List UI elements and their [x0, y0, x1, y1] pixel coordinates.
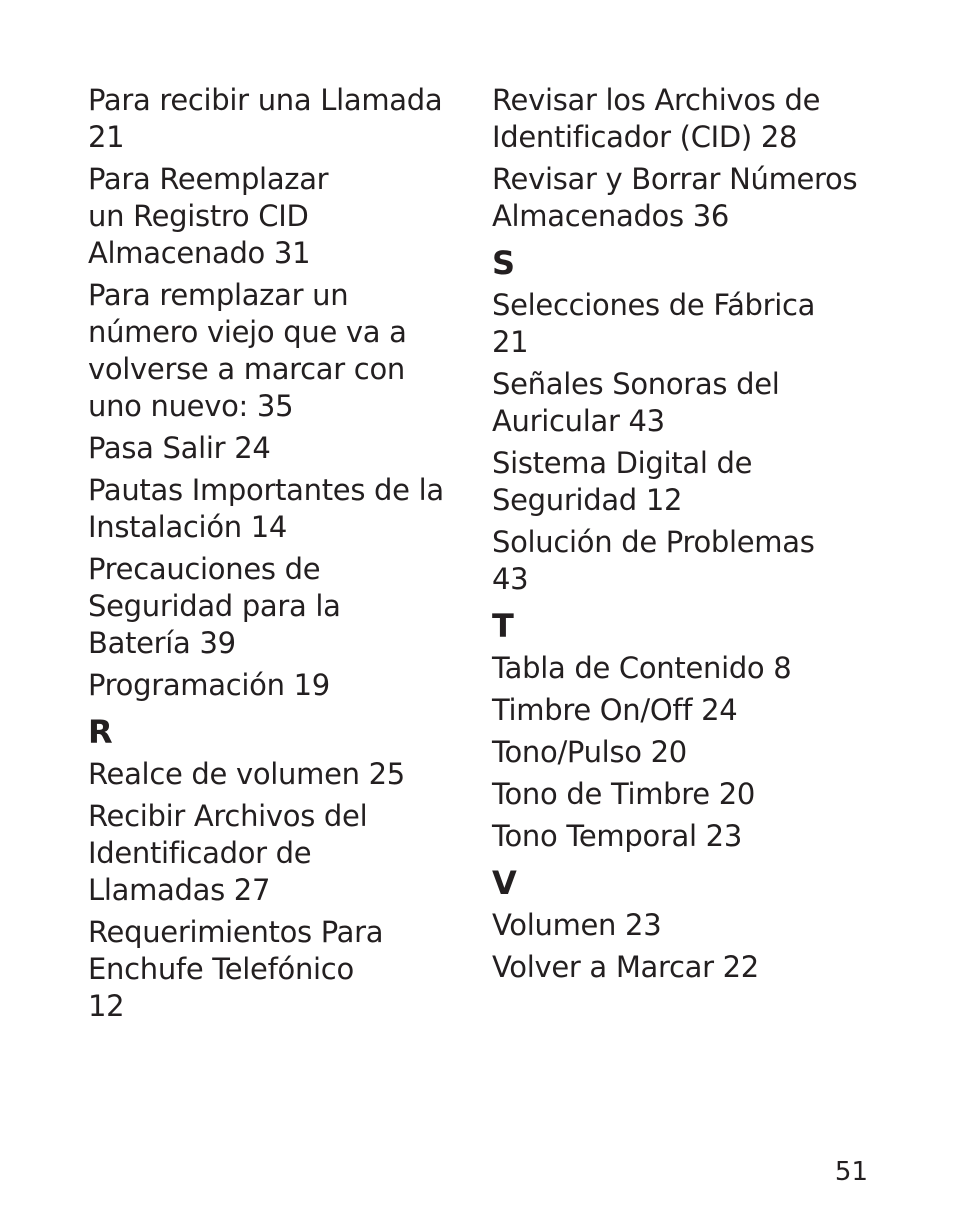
- index-entry-line: Enchufe Telefónico: [88, 952, 354, 986]
- index-entry-line: 21: [492, 325, 529, 359]
- index-entry-line: Selecciones de Fábrica: [492, 288, 816, 322]
- index-entry-line: 43: [492, 562, 529, 596]
- index-entry: [492, 949, 912, 986]
- index-entry-line: Almacenado 31: [88, 236, 311, 270]
- index-entry-line: Para recibir una Llamada: [88, 83, 443, 117]
- index-entry-line: Auricular 43: [492, 404, 665, 438]
- index-entry: [88, 277, 478, 425]
- index-entry-line: Volver a Marcar 22: [492, 950, 759, 984]
- index-entry-line: Timbre On/Off 24: [492, 693, 738, 727]
- index-entry-line: Para Reemplazar: [88, 162, 329, 196]
- index-entry-line: Tabla de Contenido 8: [492, 651, 792, 685]
- index-entry-line: Identificador (CID) 28: [492, 120, 798, 154]
- index-entry-line: Revisar y Borrar Números: [492, 162, 858, 196]
- index-entry-line: Sistema Digital de: [492, 446, 753, 480]
- index-entry: [88, 667, 478, 704]
- index-entry: [492, 907, 912, 944]
- index-entry: [492, 650, 912, 687]
- index-entry-line: 12: [88, 989, 125, 1023]
- index-entry: [88, 798, 478, 909]
- index-entry-line: uno nuevo: 35: [88, 389, 294, 423]
- index-entry: [492, 776, 912, 813]
- index-entry: [492, 287, 912, 361]
- index-entry-line: Realce de volumen 25: [88, 757, 405, 791]
- index-entry-line: Pasa Salir 24: [88, 431, 271, 465]
- index-entry: [492, 161, 912, 235]
- index-entry-line: Señales Sonoras del: [492, 367, 780, 401]
- index-entry-line: Pautas Importantes de la: [88, 473, 444, 507]
- index-entry: [88, 756, 478, 793]
- index-entry-line: Seguridad para la: [88, 589, 341, 623]
- index-entry-line: Tono Temporal 23: [492, 819, 742, 853]
- index-entry-line: Recibir Archivos del: [88, 799, 368, 833]
- index-entry-line: Tono/Pulso 20: [492, 735, 687, 769]
- index-entry-line: Llamadas 27: [88, 873, 271, 907]
- index-entry: [88, 914, 478, 1025]
- index-entry: [88, 430, 478, 467]
- index-entry: [492, 734, 912, 771]
- index-entry-line: Solución de Problemas: [492, 525, 815, 559]
- index-entry-line: Identificador de: [88, 836, 312, 870]
- index-entry: [492, 524, 912, 598]
- index-entry: [88, 472, 478, 546]
- index-section-letter: S: [492, 244, 516, 282]
- index-entry: [492, 818, 912, 855]
- index-entry: [492, 692, 912, 729]
- index-entry: [88, 161, 478, 272]
- index-entry-line: Revisar los Archivos de: [492, 83, 821, 117]
- index-entry-line: 21: [88, 120, 125, 154]
- index-entry: [88, 82, 478, 156]
- index-entry-line: Batería 39: [88, 626, 236, 660]
- index-entry: [492, 366, 912, 440]
- index-entry-line: Tono de Timbre 20: [492, 777, 756, 811]
- index-entry: [492, 82, 912, 156]
- index-entry-line: Seguridad 12: [492, 483, 683, 517]
- index-entry-line: Instalación 14: [88, 510, 288, 544]
- index-entry-line: Almacenados 36: [492, 199, 730, 233]
- index-entry-line: un Registro CID: [88, 199, 309, 233]
- index-entry-line: Para remplazar un: [88, 278, 349, 312]
- index-entry: [88, 551, 478, 662]
- index-entry-line: número viejo que va a: [88, 315, 407, 349]
- page-number: 51: [834, 1157, 868, 1187]
- index-entry-line: Requerimientos Para: [88, 915, 384, 949]
- index-section-letter: T: [492, 607, 514, 645]
- index-entry: [492, 445, 912, 519]
- index-column-right: [492, 82, 912, 991]
- index-entry-line: Volumen 23: [492, 908, 662, 942]
- index-section-letter: R: [88, 713, 113, 751]
- index-column-left: [88, 82, 478, 1030]
- index-entry-line: Programación 19: [88, 668, 330, 702]
- index-entry-line: volverse a marcar con: [88, 352, 405, 386]
- index-section-letter: V: [492, 864, 517, 902]
- index-entry-line: Precauciones de: [88, 552, 321, 586]
